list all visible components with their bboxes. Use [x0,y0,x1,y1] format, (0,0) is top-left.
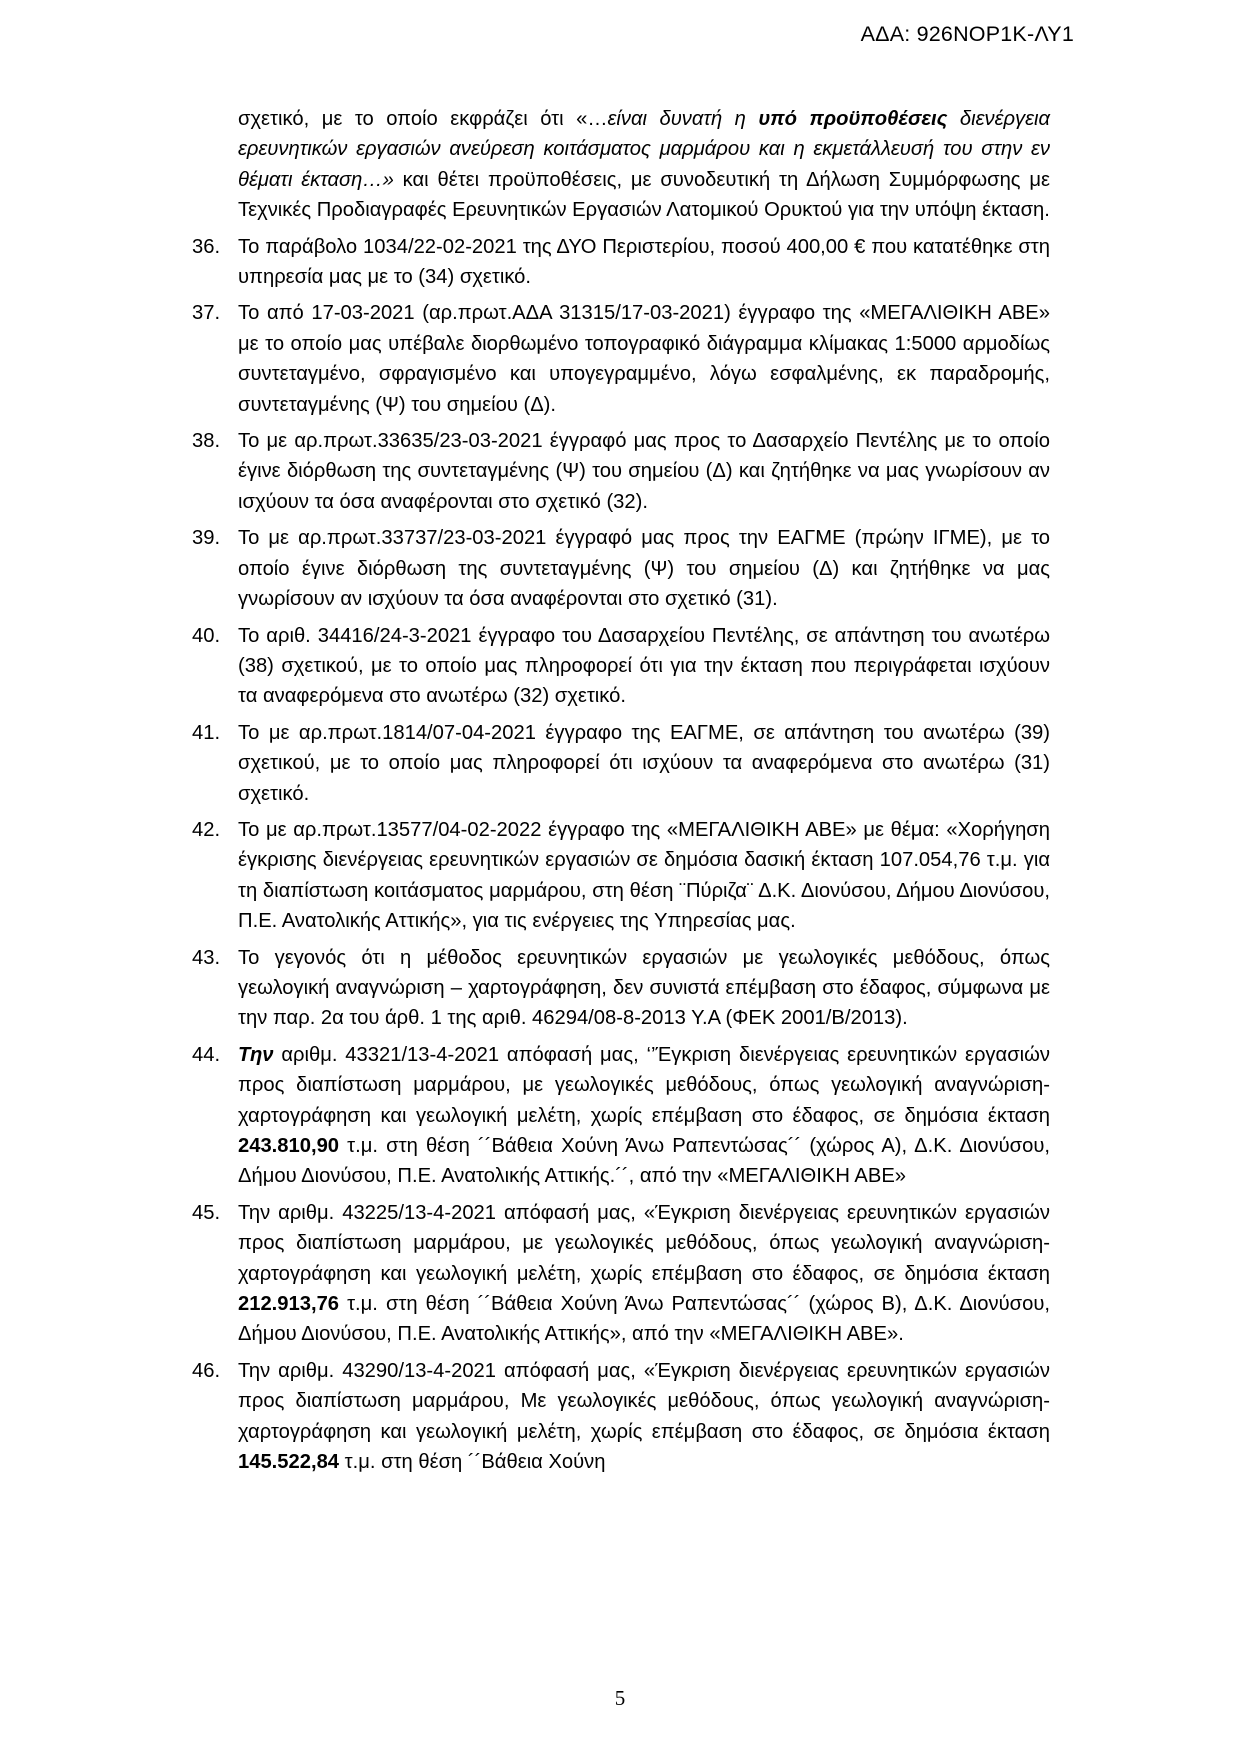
item-number: 40. [192,624,221,647]
ada-code: ΑΔΑ: 926ΝΟΡ1Κ-ΛΥ1 [860,22,1074,46]
item-text: Το με αρ.πρωτ.13577/04-02-2022 έγγραφο της «ΜΕΓΑΛΙΘΙΚΗ ΑΒΕ» με θέμα: «Χορήγηση έγκρισης διενέργειας ερευνητικών εργασιών σε δημόσια δασική έκταση 107.054,76 τ.μ. για τη διαπίστωση κοιτάσματος μαρμάρου, στη θέση ¨Πύριζα¨ Δ.Κ. Διονύσου, Δήμου Διονύσου, Π.Ε. Ανατολικής Αττικής», για τις ενέργειες της Υπηρεσίας μας. [238,818,1050,933]
item-number: 46. [192,1359,221,1382]
list-item-45 [192,1198,1050,1350]
item-text-a: Την αριθμ. 43225/13-4-2021 απόφασή μας, «Έγκριση διενέργειας ερευνητικών εργασιών προς διαπίστωση μαρμάρου, με γεωλογικές μεθόδους, όπως γεωλογική αναγνώριση-χαρτογράφηση και γεωλογική μελέτη, χωρίς επέμβαση στο έδαφος, σε δημόσια έκταση [238,1201,1050,1285]
intro-text-a: σχετικό, με το οποίο εκφράζει ότι «… [238,108,608,130]
page-number: 5 [614,1686,626,1710]
document-body [192,104,1050,1483]
item-number: 41. [192,721,221,744]
item-number: 36. [192,235,221,258]
list-item [192,426,1050,517]
list-item-46 [192,1356,1050,1478]
intro-text-b: είναι δυνατή η [607,108,759,130]
list-item [192,815,1050,937]
item-text-b: τ.μ. στη θέση ´´Βάθεια Χούνη [339,1451,606,1474]
item-number: 37. [192,302,221,325]
item-text-a: αριθμ. 43321/13-4-2021 απόφασή μας, ‘’Έγκριση διενέργειας ερευνητικών εργασιών προς διαπίστωση μαρμάρου, με γεωλογικές μεθόδους, όπως γεωλογική αναγνώριση-χαρτογράφηση και γεωλογική μελέτη, χωρίς επέμβαση στο έδαφος, σε δημόσια έκταση [238,1043,1050,1127]
area-value: 145.522,84 [238,1451,340,1474]
item-number: 38. [192,430,221,453]
list-item [192,943,1050,1034]
list-item [192,298,1050,420]
list-item [192,621,1050,712]
intro-text-c: υπό προϋποθέσεις [758,108,948,130]
list-item [192,523,1050,614]
list-item [192,718,1050,809]
item-text: Το με αρ.πρωτ.33737/23-03-2021 έγγραφό μας προς την ΕΑΓΜΕ (πρώην ΙΓΜΕ), με το οποίο έγινε διόρθωση της συντεταγμένης (Ψ) του σημείου (Δ) και ζητήθηκε να μας γνωρίσουν αν ισχύουν τα όσα αναφέρονται στο σχετικό (31). [238,527,1050,611]
item-number: 39. [192,527,221,550]
item-lead-word: Την [238,1043,274,1066]
item-number: 43. [192,946,221,969]
item-text: Το από 17-03-2021 (αρ.πρωτ.ΑΔΑ 31315/17-03-2021) έγγραφο της «ΜΕΓΑΛΙΘΙΚΗ ΑΒΕ» με το οποίο μας υπέβαλε διορθωμένο τοπογραφικό διάγραμμα κλίμακας 1:5000 αρμοδίως συντεταγμένο, σφραγισμένο και υπογεγραμμένο, λόγω εσφαλμένης, εκ παραδρομής, συντεταγμένης (Ψ) του σημείου (Δ). [238,302,1050,416]
intro-text-d: διενέργεια ερευνητικών εργασιών ανεύρεση κοιτάσματος μαρμάρου και η εκμετάλλευσή του στην εν θέματι έκταση…» [238,108,1050,191]
item-text: Το με αρ.πρωτ.1814/07-04-2021 έγγραφο της ΕΑΓΜΕ, σε απάντηση του ανωτέρω (39) σχετικού, με το οποίο μας πληροφορεί ότι ισχύουν τα αναφερόμενα στο ανωτέρω (31) σχετικό. [238,721,1050,805]
area-value: 212.913,76 [238,1293,340,1316]
list-item-44 [192,1040,1050,1192]
intro-paragraph [238,104,1050,226]
item-text-a: Την αριθμ. 43290/13-4-2021 απόφασή μας, «Έγκριση διενέργειας ερευνητικών εργασιών προς διαπίστωση μαρμάρου, Με γεωλογικές μεθόδους, όπως γεωλογική αναγνώριση-χαρτογράφηση και γεωλογική μελέτη, χωρίς επέμβαση στο έδαφος, σε δημόσια έκταση [238,1359,1050,1443]
item-number: 42. [192,818,221,841]
area-value: 243.810,90 [238,1135,340,1157]
item-text: Το παράβολο 1034/22-02-2021 της ΔΥΟ Περιστερίου, ποσού 400,00 € που κατατέθηκε στη υπηρεσία μας με το (34) σχετικό. [238,235,1050,289]
list-item [192,232,1050,293]
intro-text-e: και θέτει προϋποθέσεις, με συνοδευτική τη Δήλωση Συμμόρφωσης με Τεχνικές Προδιαγραφές Ερευνητικών Εργασιών Λατομικού Ορυκτού για την υπόψη έκταση. [238,168,1050,222]
item-text: Το με αρ.πρωτ.33635/23-03-2021 έγγραφό μας προς το Δασαρχείο Πεντέλης με το οποίο έγινε διόρθωση της συντεταγμένης (Ψ) του σημείου (Δ) και ζητήθηκε να μας γνωρίσουν αν ισχύουν τα όσα αναφέρονται στο σχετικό (32). [238,430,1050,513]
item-number: 45. [192,1201,221,1224]
item-text: Το αριθ. 34416/24-3-2021 έγγραφο του Δασαρχείου Πεντέλης, σε απάντηση του ανωτέρω (38) σχετικού, με το οποίο μας πληροφορεί ότι για την έκταση που περιγράφεται ισχύουν τα αναφερόμενα στο ανωτέρω (32) σχετικό. [238,624,1050,708]
item-text: Το γεγονός ότι η μέθοδος ερευνητικών εργασιών με γεωλογικές μεθόδους, όπως γεωλογική αναγνώριση – χαρτογράφηση, δεν συνιστά επέμβαση στο έδαφος, σύμφωνα με την παρ. 2α του άρθ. 1 της αριθ. 46294/08-8-2013 Υ.Α (ΦΕΚ 2001/Β/2013). [238,946,1050,1030]
item-text-b: τ.μ. στη θέση ´´Βάθεια Χούνη Άνω Ραπεντώσας´´ (χώρος Β), Δ.Κ. Διονύσου, Δήμου Διονύσου, Π.Ε. Ανατολικής Αττικής», από την «ΜΕΓΑΛΙΘΙΚΗ ΑΒΕ». [238,1293,1050,1346]
item-text-b: τ.μ. στη θέση ´´Βάθεια Χούνη Άνω Ραπεντώσας´´ (χώρος Α), Δ.Κ. Διονύσου, Δήμου Διονύσου, Π.Ε. Ανατολικής Αττικής.´´, από την «ΜΕΓΑΛΙΘΙΚΗ ΑΒΕ» [238,1135,1050,1188]
item-number: 44. [192,1043,221,1066]
